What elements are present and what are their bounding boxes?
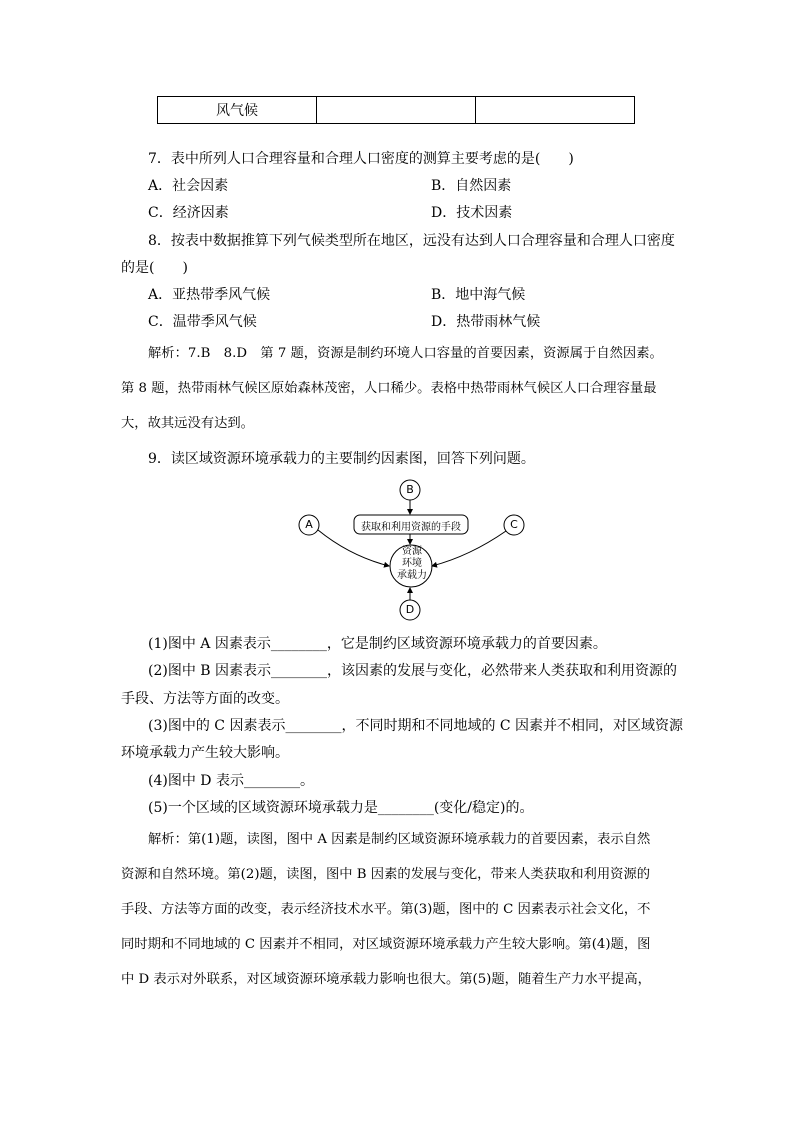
q9-part-4: (4)图中 D 表示________。 xyxy=(148,773,314,789)
q9-part-1: (1)图中 A 因素表示________，它是制约区域资源环境承载力的首要因素。 xyxy=(148,636,607,652)
node-c-label: C xyxy=(510,518,518,531)
table-cell: 风气候 xyxy=(158,97,317,124)
q8-option-c: C．温带季风气候 xyxy=(148,314,257,330)
analysis-7-8-line3: 大，故其远没有达到。 xyxy=(121,416,254,431)
node-d-label: D xyxy=(405,603,415,616)
q9-part-3-line2: 环境承载力产生较大影响。 xyxy=(121,745,289,761)
q7-option-d: D．技术因素 xyxy=(431,205,513,221)
q8-option-d: D．热带雨林气候 xyxy=(431,314,541,330)
question-8-stem-line2: 的是( ) xyxy=(121,260,188,276)
q7-option-c: C．经济因素 xyxy=(148,205,229,221)
q9-part-5: (5)一个区域的区域资源环境承载力是________(变化/稳定)的。 xyxy=(148,800,534,816)
q9-part-3-line1: (3)图中的 C 因素表示________，不同时期和不同地域的 C 因素并不相同，对区域资源 xyxy=(148,718,684,734)
analysis-7-8-line2: 第 8 题，热带雨林气候区原始森林茂密，人口稀少。表格中热带雨林气候区人口合理容量最 xyxy=(121,381,657,396)
analysis-9-line5: 中 D 表示对外联系，对区域资源环境承载力影响也很大。第(5)题，随着生产力水平提高， xyxy=(121,972,651,987)
climate-table-fragment xyxy=(157,96,635,124)
q9-part-2-line1: (2)图中 B 因素表示________，该因素的发展与变化，必然带来人类获取和利用资源的 xyxy=(148,663,678,679)
analysis-9-line1: 解析：第(1)题，读图，图中 A 因素是制约区域资源环境承载力的首要因素，表示自然 xyxy=(148,832,651,847)
means-box-label: 获取和利用资源的手段 xyxy=(361,522,461,533)
center-label-line1: 资源 xyxy=(402,546,422,557)
question-9-stem: 9．读区域资源环境承载力的主要制约因素图，回答下列问题。 xyxy=(148,451,535,467)
analysis-9-line2: 资源和自然环境。第(2)题，读图，图中 B 因素的发展与变化，带来人类获取和利用资源的 xyxy=(121,867,651,882)
question-8-stem-line1: 8．按表中数据推算下列气候类型所在地区，远没有达到人口合理容量和合理人口密度 xyxy=(148,233,675,249)
node-b-label: B xyxy=(406,483,414,496)
center-label xyxy=(397,546,427,582)
analysis-9-line4: 同时期和不同地域的 C 因素并不相同，对区域资源环境承载力产生较大影响。第(4)题，图 xyxy=(121,937,651,952)
carrying-capacity-diagram xyxy=(290,474,538,626)
analysis-9-line3: 手段、方法等方面的改变，表示经济技术水平。第(3)题，图中的 C 因素表示社会文化，不 xyxy=(121,902,651,917)
table-cell xyxy=(317,97,476,124)
q8-option-b: B．地中海气候 xyxy=(431,287,526,303)
q7-option-b: B．自然因素 xyxy=(431,178,512,194)
center-label-line3: 承载力 xyxy=(397,570,427,581)
q7-option-a: A．社会因素 xyxy=(148,178,229,194)
q8-option-a: A．亚热带季风气候 xyxy=(148,287,271,303)
center-label-line2: 环境 xyxy=(402,558,422,569)
question-7-stem: 7．表中所列人口合理容量和合理人口密度的测算主要考虑的是( ) xyxy=(148,151,574,167)
table-row xyxy=(158,97,635,124)
table-cell xyxy=(476,97,635,124)
arrow-c-to-center xyxy=(432,531,506,566)
arrow-a-to-center xyxy=(318,530,389,566)
q9-part-2-line2: 手段、方法等方面的改变。 xyxy=(121,691,289,707)
analysis-7-8-line1: 解析：7.B 8.D 第 7 题，资源是制约环境人口容量的首要因素，资源属于自然因素。 xyxy=(148,346,663,361)
node-a-label: A xyxy=(305,518,313,531)
